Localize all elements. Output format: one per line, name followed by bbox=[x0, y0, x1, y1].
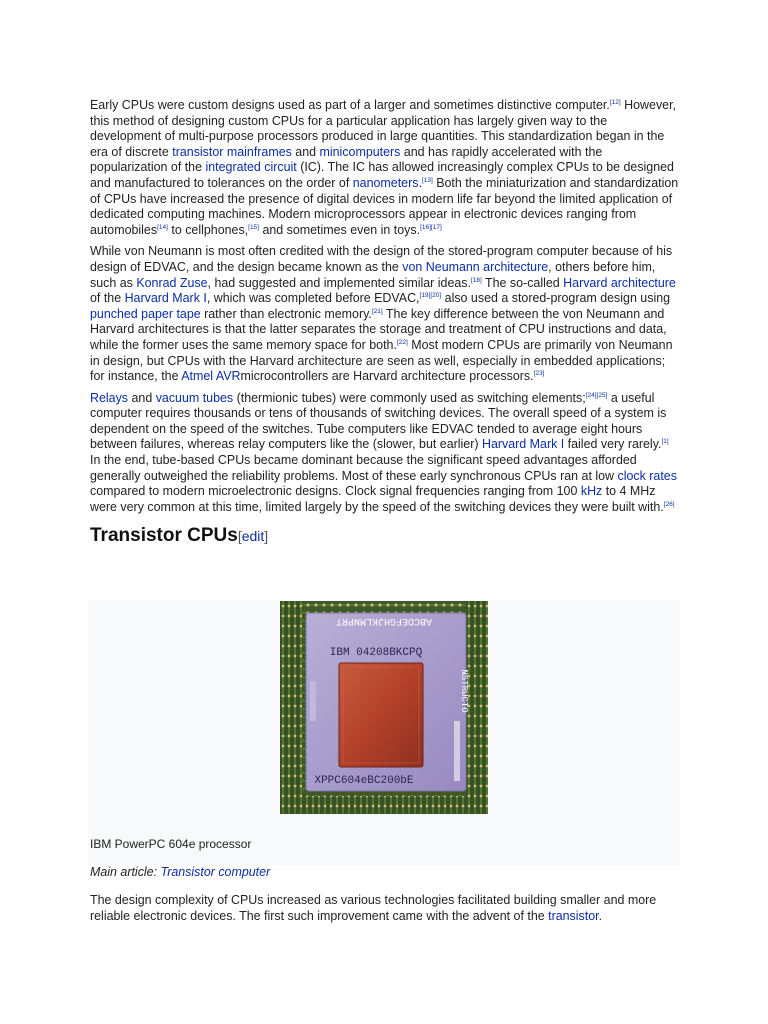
link-punched-paper-tape[interactable]: punched paper tape bbox=[90, 306, 201, 321]
citation-ref[interactable]: [13] bbox=[421, 176, 433, 184]
link-harvard-architecture[interactable]: Harvard architecture bbox=[563, 275, 676, 290]
main-article-hatnote: Main article: Transistor computer bbox=[90, 865, 271, 879]
link-atmel-avr[interactable]: Atmel AVR bbox=[181, 369, 241, 384]
processor-image[interactable] bbox=[280, 601, 488, 814]
citation-ref[interactable]: [14] bbox=[157, 223, 168, 231]
citation-ref[interactable]: [12] bbox=[609, 99, 621, 106]
citation-ref[interactable]: [1] bbox=[661, 438, 669, 446]
link-harvard-mark-i[interactable]: Harvard Mark I bbox=[481, 437, 565, 452]
chip-side-marking: NSTRUCTO bbox=[459, 669, 469, 713]
citation-ref[interactable]: [16] bbox=[420, 223, 431, 231]
link-von-neumann-architecture[interactable]: von Neumann architecture bbox=[402, 259, 549, 274]
citation-ref[interactable]: [19] bbox=[419, 292, 431, 300]
paragraph-design-complexity: The design complexity of CPUs increased as various technologies facilitated building smaller and more reliable electronic devices. The first such improvement came with the advent of the transistor. bbox=[90, 893, 657, 923]
citation-ref[interactable]: [24] bbox=[585, 391, 597, 399]
citation-ref[interactable]: [15] bbox=[248, 223, 259, 231]
chip-top-marking: ABCDEFGHJKLMNPRT bbox=[335, 615, 433, 626]
link-integrated-circuit[interactable]: integrated circuit bbox=[205, 160, 297, 175]
link-nanometers[interactable]: nanometers bbox=[352, 175, 419, 190]
section-heading-transistor-cpus: Transistor CPUs[edit] bbox=[90, 525, 269, 547]
citation-ref[interactable]: [20] bbox=[430, 292, 442, 300]
citation-ref[interactable]: [21] bbox=[371, 307, 383, 315]
link-transistor-computer[interactable]: Transistor computer bbox=[160, 865, 271, 879]
figure-caption: IBM PowerPC 604e processor bbox=[90, 837, 252, 851]
citation-ref[interactable]: [26] bbox=[663, 500, 675, 508]
article-body bbox=[90, 98, 680, 547]
chip-model-label: IBM 04208BKCPQ bbox=[329, 647, 423, 659]
citation-ref[interactable]: [18] bbox=[470, 276, 482, 284]
paragraph-early-cpus: Early CPUs were custom designs used as part of a larger and sometimes distinctive computer.[12] However, this method of designing custom CPUs for a particular application has largely given way to the development of multi-purpose processors produced in large quantities. This standardization began in the era of discrete transistor mainframes and minicomputers and has rapidly accelerated with the popularization of the integrated circuit (IC). The IC has allowed increasingly complex CPUs to be designed and manufactured to tolerances on the order of nanometers.[13] Both the miniaturization and standardization of CPUs have increased the presence of digital devices in modern life far beyond the limited application of dedicated computing machines. Modern microprocessors appear in electronic devices ranging from automobiles[14] to cellphones,[15] and sometimes even in toys.[16][17] bbox=[90, 98, 679, 237]
paragraph-relays-tubes: Relays and vacuum tubes (thermionic tubes) were commonly used as switching elements;[24][25] a useful computer requires thousands or tens of thousands of switching devices. The overall speed of a system is dependent on the speed of the switches. Tube computers like EDVAC tended to average eight hours between failures, whereas relay computers like the (slower, but earlier) Harvard Mark I failed very rarely.[1] In the end, tube-based CPUs became dominant because the significant speed advantages afforded generally outweighed the reliability problems. Most of these early synchronous CPUs ran at low clock rates compared to modern microelectronic designs. Clock signal frequencies ranging from 100 kHz to 4 MHz were very common at this time, limited largely by the speed of the switching devices they were built with.[26] bbox=[90, 390, 677, 514]
section-edit: [edit] bbox=[237, 528, 269, 545]
link-vacuum-tubes[interactable]: vacuum tubes bbox=[155, 390, 234, 405]
citation-ref[interactable]: [22] bbox=[396, 338, 408, 346]
link-konrad-zuse[interactable]: Konrad Zuse bbox=[136, 275, 208, 290]
link-clock-rates[interactable]: clock rates bbox=[617, 468, 677, 483]
link-relays[interactable]: Relays bbox=[90, 390, 129, 405]
paragraph-von-neumann: While von Neumann is most often credited with the design of the stored-program computer because of his design of EDVAC, and the design became known as the von Neumann architecture, others before him, such as Konrad Zuse, had suggested and implemented similar ideas.[18] The so-called Harvard architecture of the Harvard Mark I, which was completed before EDVAC,[19][20] also used a stored-program design using punched paper tape rather than electronic memory.[21] The key difference between the von Neumann and Harvard architectures is that the latter separates the storage and treatment of CPU instructions and data, while the former uses the same memory space for both.[22] Most modern CPUs are primarily von Neumann in design, but CPUs with the Harvard architecture are seen as well, especially in embedded applications; for instance, the Atmel AVRmicrocontrollers are Harvard architecture processors.[23] bbox=[90, 244, 676, 384]
citation-ref[interactable]: [25] bbox=[596, 391, 608, 399]
chip-part-number: XPPC604eBC200bE bbox=[314, 775, 414, 787]
figure-powerpc bbox=[88, 600, 680, 865]
link-minicomputers[interactable]: minicomputers bbox=[319, 144, 401, 159]
citation-ref[interactable]: [23] bbox=[533, 370, 545, 378]
link-transistor[interactable]: transistor bbox=[548, 908, 599, 923]
citation-ref[interactable]: [17] bbox=[430, 223, 442, 231]
link-transistor-mainframes[interactable]: transistor mainframes bbox=[172, 144, 292, 159]
edit-section-link[interactable]: edit bbox=[241, 528, 265, 545]
link-harvard-mark-i[interactable]: Harvard Mark I bbox=[124, 291, 207, 306]
link-khz[interactable]: kHz bbox=[580, 484, 603, 499]
